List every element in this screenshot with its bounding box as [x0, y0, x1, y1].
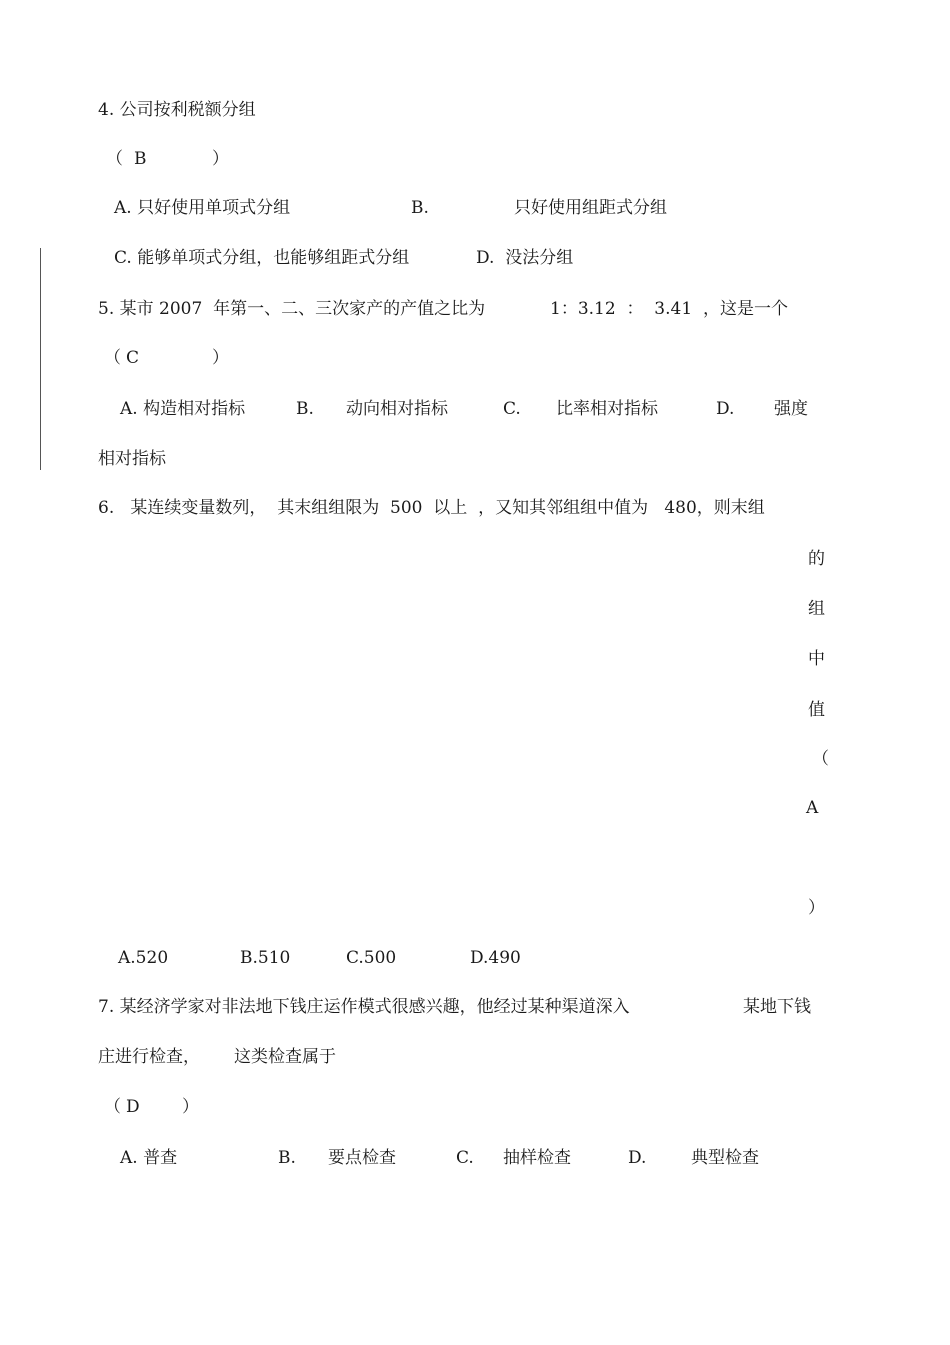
margin-rule: [40, 248, 41, 470]
q5-option-c-text: 比率相对指标: [556, 399, 658, 419]
q6-vertical-char: 组: [808, 599, 825, 619]
q6-vertical-char: 中: [808, 649, 825, 669]
q6-vertical-char: 值: [808, 700, 825, 720]
q4-answer: B: [134, 149, 147, 169]
q6-option-a: A.520: [118, 948, 169, 968]
q6-option-b: B.510: [240, 948, 291, 968]
q5-stem: 5. 某市 2007 年第一、二、三次家产的产值之比为: [98, 299, 486, 319]
q5-answer: C: [126, 348, 140, 368]
q7-option-c-text: 抽样检查: [503, 1148, 571, 1168]
q4-stem: 4. 公司按利税额分组: [98, 100, 256, 120]
q6-answer-open: （: [812, 749, 829, 769]
q6-option-c: C.500: [346, 948, 397, 968]
q7-answer: D: [126, 1097, 140, 1117]
q7-stem-line2-end: 这类检查属于: [234, 1047, 336, 1067]
q4-option-d: D. 没法分组: [476, 248, 574, 268]
q5-answer-close: ）: [212, 348, 229, 368]
q5-option-c-letter: C.: [503, 399, 521, 419]
q4-option-c: C. 能够单项式分组，也能够组距式分组: [114, 248, 410, 268]
q7-stem-line1: 7. 某经济学家对非法地下钱庄运作模式很感兴趣，他经过某种渠道深入: [98, 997, 630, 1017]
q7-option-b-letter: B.: [278, 1148, 296, 1168]
q7-option-d-text: 典型检查: [691, 1148, 759, 1168]
q5-option-d-letter: D.: [716, 399, 735, 419]
q4-option-a: A. 只好使用单项式分组: [114, 198, 291, 218]
q7-option-b-text: 要点检查: [328, 1148, 396, 1168]
q7-stem-line2: 庄进行检查，: [98, 1047, 200, 1067]
q5-option-d-text: 强度: [774, 399, 808, 419]
q6-vertical-char: 的: [808, 549, 825, 569]
q4-option-b-letter: B.: [411, 198, 429, 218]
q6-answer-close: ）: [808, 898, 825, 918]
q5-ratio: 1：3.12 ： 3.41 ，这是一个: [550, 299, 788, 319]
q6-stem: 6. 某连续变量数列， 其末组组限为 500 以上 ，又知其邻组组中值为 480，则末组: [98, 498, 765, 518]
q5-option-b-letter: B.: [296, 399, 314, 419]
q5-answer-open: （: [104, 348, 121, 368]
q4-answer-close: ）: [212, 149, 229, 169]
q7-option-c-letter: C.: [456, 1148, 474, 1168]
q5-option-a: A. 构造相对指标: [120, 399, 246, 419]
q7-option-d-letter: D.: [628, 1148, 647, 1168]
q5-option-d-continuation: 相对指标: [98, 449, 166, 469]
q4-option-b-text: 只好使用组距式分组: [514, 198, 667, 218]
q7-answer-close: ）: [182, 1097, 199, 1117]
q6-option-d: D.490: [470, 948, 521, 968]
q6-answer: A: [806, 798, 819, 818]
q4-answer-open: （: [106, 149, 123, 169]
q7-option-a: A. 普查: [120, 1148, 178, 1168]
q5-option-b-text: 动向相对指标: [346, 399, 448, 419]
q7-stem-line1-end: 某地下钱: [743, 997, 811, 1017]
q7-answer-open: （: [104, 1097, 121, 1117]
